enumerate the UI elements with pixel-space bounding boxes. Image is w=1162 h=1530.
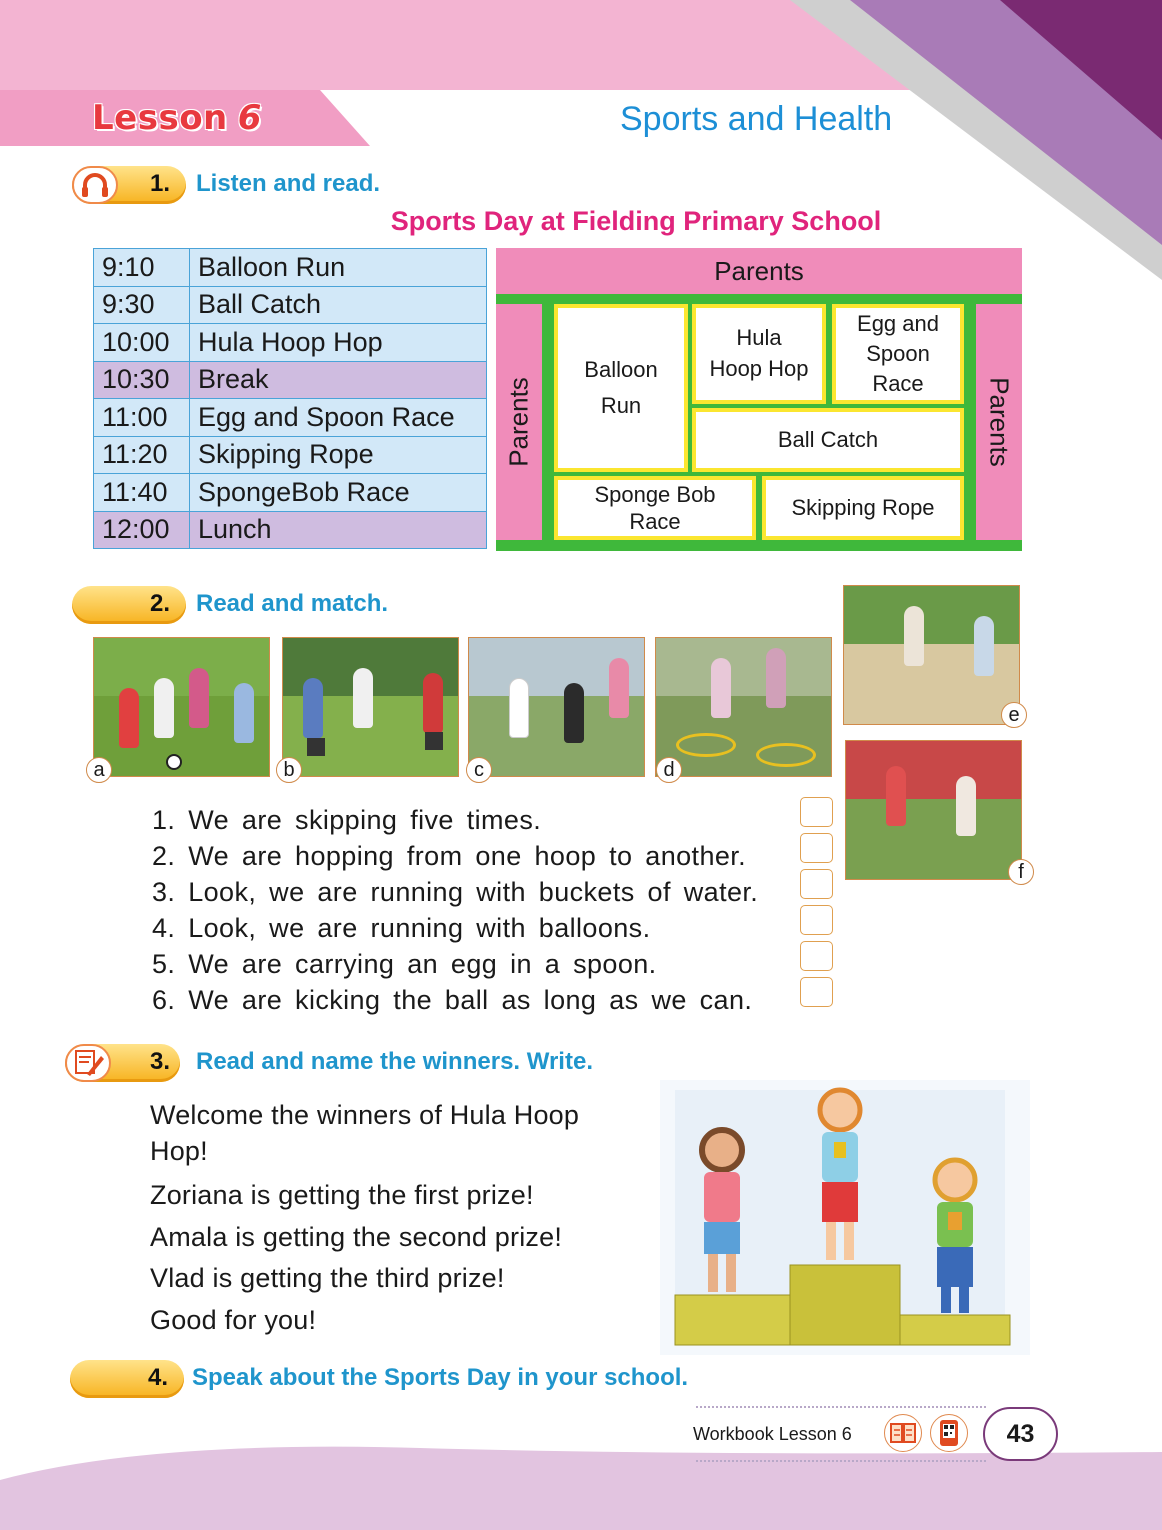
photo-d bbox=[655, 637, 832, 777]
time-cell: 10:30 bbox=[94, 361, 190, 399]
photo-b bbox=[282, 637, 459, 777]
task4-instruction: Speak about the Sports Day in your school. bbox=[192, 1364, 689, 1391]
event-cell: Lunch bbox=[190, 511, 487, 549]
photo-letter-f: f bbox=[1008, 859, 1034, 885]
winners-line-1: Welcome the winners of Hula Hoop bbox=[150, 1100, 580, 1130]
table-row bbox=[94, 286, 487, 324]
answer-box-4[interactable] bbox=[800, 905, 833, 935]
table-row bbox=[94, 511, 487, 549]
map-label: Skipping Rope bbox=[791, 494, 935, 520]
task2-number: 2. bbox=[150, 590, 171, 617]
footer-wave bbox=[0, 1440, 1162, 1530]
map-label: Sponge Bob bbox=[594, 481, 716, 507]
answer-box-6[interactable] bbox=[800, 977, 833, 1007]
map-label: Race bbox=[629, 509, 681, 534]
table-row bbox=[94, 399, 487, 437]
time-cell: 11:00 bbox=[94, 399, 190, 437]
parents-right-area bbox=[976, 304, 1022, 540]
sentence-3: 3. Look, we are running with buckets of water. bbox=[152, 877, 759, 907]
answer-box-3[interactable] bbox=[800, 869, 833, 899]
page-number: 43 bbox=[983, 1407, 1058, 1461]
photo-f bbox=[845, 740, 1022, 880]
map-label: Hula bbox=[736, 325, 782, 351]
lesson-number: 6 bbox=[237, 98, 262, 138]
event-cell: SpongeBob Race bbox=[190, 474, 487, 512]
map-hula-hoop-hop bbox=[692, 304, 826, 404]
map-label: Egg and bbox=[857, 311, 939, 337]
table-row bbox=[94, 436, 487, 474]
time-cell: 12:00 bbox=[94, 511, 190, 549]
winners-line-2: Hop! bbox=[150, 1136, 208, 1166]
task2-instruction: Read and match. bbox=[196, 590, 389, 617]
time-cell: 10:00 bbox=[94, 324, 190, 362]
time-cell: 9:30 bbox=[94, 286, 190, 324]
map-label: Race bbox=[872, 370, 924, 396]
winners-text bbox=[150, 1097, 579, 1341]
map-label: Run bbox=[600, 393, 642, 418]
photo-a bbox=[93, 637, 270, 777]
photo-e bbox=[843, 585, 1020, 725]
map-label: Ball Catch bbox=[777, 426, 879, 452]
table-row bbox=[94, 361, 487, 399]
parents-top-area: Parents bbox=[496, 248, 1022, 294]
winners-podium-illustration bbox=[660, 1080, 1030, 1355]
workbook-icon bbox=[884, 1414, 922, 1452]
winners-line-4: Amala is getting the second prize! bbox=[150, 1221, 563, 1252]
sentence-2: 2. We are hopping from one hoop to another. bbox=[152, 841, 747, 871]
task1-number: 1. bbox=[150, 170, 171, 197]
parents-left-label: Parents bbox=[503, 377, 534, 467]
map-label: Hoop Hop bbox=[709, 356, 809, 381]
map-skipping-rope bbox=[762, 476, 964, 540]
time-cell: 11:20 bbox=[94, 436, 190, 474]
map-balloon-run bbox=[554, 304, 688, 472]
schedule-table bbox=[93, 248, 487, 549]
task4-number: 4. bbox=[148, 1364, 169, 1391]
photo-letter-b: b bbox=[276, 757, 302, 783]
sports-field-map bbox=[496, 248, 1022, 551]
winners-line-3: Zoriana is getting the first prize! bbox=[150, 1180, 534, 1210]
qr-phone-icon bbox=[930, 1414, 968, 1452]
schedule-title: Sports Day at Fielding Primary School bbox=[390, 206, 882, 236]
lesson-title bbox=[92, 98, 262, 138]
table-row bbox=[94, 249, 487, 287]
table-row bbox=[94, 474, 487, 512]
headphones-icon bbox=[72, 166, 118, 204]
event-cell: Egg and Spoon Race bbox=[190, 399, 487, 437]
time-cell: 9:10 bbox=[94, 249, 190, 287]
task3-instruction: Read and name the winners. Write. bbox=[196, 1048, 593, 1075]
winners-line-5: Vlad is getting the third prize! bbox=[150, 1263, 505, 1293]
event-cell: Skipping Rope bbox=[190, 436, 487, 474]
sentence-6: 6. We are kicking the ball as long as we can. bbox=[152, 985, 753, 1015]
event-cell: Break bbox=[190, 361, 487, 399]
parents-right-label: Parents bbox=[984, 377, 1015, 467]
sentence-5: 5. We are carrying an egg in a spoon. bbox=[152, 949, 657, 979]
task3-number: 3. bbox=[150, 1048, 171, 1075]
event-cell: Ball Catch bbox=[190, 286, 487, 324]
event-cell: Balloon Run bbox=[190, 249, 487, 287]
photo-letter-e: e bbox=[1001, 702, 1027, 728]
map-ball-catch bbox=[692, 408, 964, 472]
event-cell: Hula Hoop Hop bbox=[190, 324, 487, 362]
parents-left-area bbox=[496, 304, 542, 540]
workbook-reference: Workbook Lesson 6 bbox=[693, 1424, 852, 1444]
photo-letter-c: c bbox=[466, 757, 492, 783]
photo-letter-a: a bbox=[86, 757, 112, 783]
table-row bbox=[94, 324, 487, 362]
photo-letter-d: d bbox=[656, 757, 682, 783]
photo-c bbox=[468, 637, 645, 777]
topic-title: Sports and Health bbox=[620, 100, 893, 138]
lesson-word: Lesson bbox=[92, 98, 228, 138]
map-label: Spoon bbox=[866, 341, 930, 367]
sentence-1: 1. We are skipping five times. bbox=[152, 805, 542, 835]
map-sponge-bob-race bbox=[554, 476, 756, 540]
answer-box-5[interactable] bbox=[800, 941, 833, 971]
pencil-write-icon bbox=[65, 1044, 111, 1082]
task1-instruction: Listen and read. bbox=[196, 170, 381, 197]
footer-divider-top bbox=[696, 1406, 986, 1408]
answer-box-1[interactable] bbox=[800, 797, 833, 827]
map-label: Balloon bbox=[584, 356, 658, 382]
map-egg-spoon-race bbox=[832, 304, 964, 404]
winners-line-6: Good for you! bbox=[150, 1304, 317, 1335]
time-cell: 11:40 bbox=[94, 474, 190, 512]
sentence-4: 4. Look, we are running with balloons. bbox=[152, 913, 651, 943]
answer-box-2[interactable] bbox=[800, 833, 833, 863]
footer-divider-bottom bbox=[696, 1460, 986, 1462]
match-sentences bbox=[152, 802, 758, 1018]
